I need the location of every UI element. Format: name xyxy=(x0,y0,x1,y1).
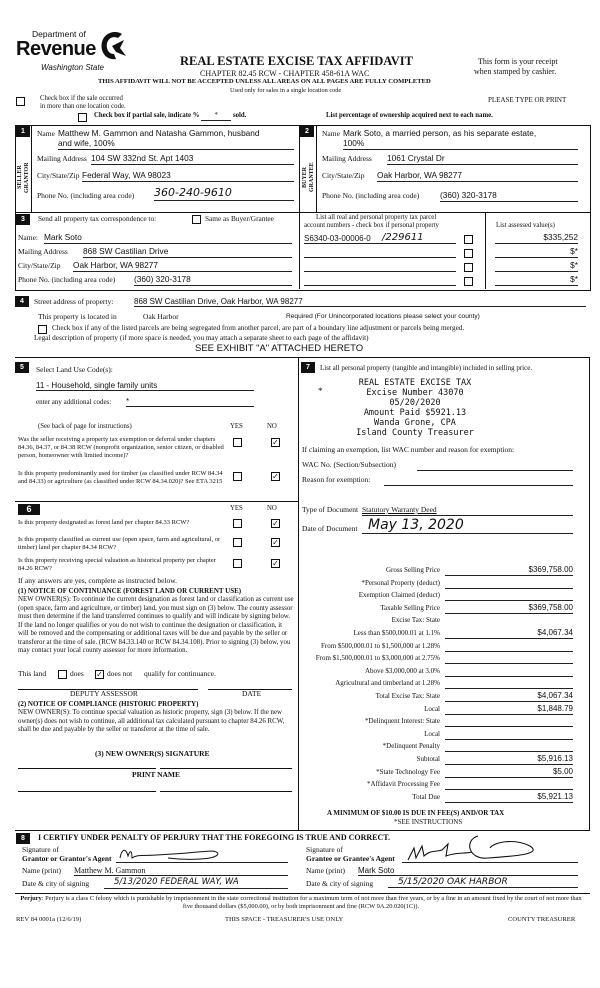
fee-label: *Personal Property (deduct) xyxy=(361,578,440,587)
fee-label: Excise Tax: State xyxy=(391,616,440,625)
same-as-buyer-checkbox[interactable] xyxy=(192,215,201,224)
fee-label: *Delinquent Penalty xyxy=(382,742,440,751)
notice1-text: NEW OWNER(S): To continue the current designation as forest land or classification as current use (open space, farm and agriculture, or timber) land, you must sign on (3) below. The county assessor must then determine if the land transferred continues to qualify and will indicate by signing below. If the land no longer qualifies or you do not wish to continue the designation or classification, it will be removed and the compensating or additional taxes will be due and payable by the seller or transferor at the time of sale. (RCW 84.33.140 or RCW 84.34.108). Prior to signing (3) below, you may contact your local county assessor for more information. xyxy=(18,596,294,654)
form-warning: THIS AFFIDAVIT WILL NOT BE ACCEPTED UNLESS ALL AREAS ON ALL PAGES ARE FULLY COMPLETED xyxy=(98,78,431,85)
seller-city[interactable]: Federal Way, WA 98023 xyxy=(82,171,294,182)
grantor-date-label: Date & city of signing xyxy=(22,879,90,888)
deputy-assessor-label: DEPUTY ASSESSOR xyxy=(70,689,138,698)
q-timber-no[interactable]: ✓ xyxy=(272,472,279,481)
corr-mailing[interactable]: 868 SW Castilian Drive xyxy=(83,247,292,258)
form-chapter: CHAPTER 82.45 RCW - CHAPTER 458-61A WAC xyxy=(200,69,370,78)
land-use-label: Select Land Use Code(s): xyxy=(36,365,113,374)
personal-property-asterisk: * xyxy=(318,386,323,396)
corr-phone-label: Phone No. (including area code) xyxy=(18,275,116,284)
required-note: Required (For Unincorporated locations please select your county) xyxy=(286,313,480,320)
buyer-mailing[interactable]: 1061 Crystal Dr xyxy=(387,154,578,165)
no-header-6: NO xyxy=(267,505,277,512)
wac-input[interactable] xyxy=(417,461,573,471)
buyer-name-label: Name xyxy=(322,129,340,138)
q-forest-text: Is this property designated as forest land per chapter 84.33 RCW? xyxy=(18,519,190,526)
located-value[interactable]: Oak Harbor xyxy=(143,312,179,321)
q-exemption-yes[interactable] xyxy=(233,438,242,447)
street-address[interactable]: 868 SW Castilian Drive, Oak Harbor, WA 98277 xyxy=(134,297,586,307)
fee-value[interactable] xyxy=(445,653,573,664)
personal-property-checkbox-4[interactable] xyxy=(464,277,473,286)
seller-name-label: Name xyxy=(37,129,55,138)
grantor-agent-label: Grantor or Grantor's Agent xyxy=(22,854,112,863)
multi-location-label-1: Check box if the sale occurred xyxy=(40,95,123,102)
logo-dept: Department of xyxy=(32,29,86,39)
parcel-row-1[interactable] xyxy=(304,232,456,244)
corr-name-label: Name: xyxy=(18,233,38,242)
corr-mailing-label: Mailing Address xyxy=(18,247,68,256)
grantor-date-city[interactable]: 5/13/2020 FEDERAL WAY, WA xyxy=(104,878,288,889)
stamp-line: REAL ESTATE EXCISE TAX xyxy=(358,378,472,388)
grantee-date-city[interactable]: 5/15/2020 OAK HARBOR xyxy=(388,877,578,888)
fee-value[interactable] xyxy=(445,779,573,790)
grantee-name[interactable]: Mark Soto xyxy=(358,866,578,876)
q-timber-yes[interactable] xyxy=(233,472,242,481)
fee-label: Local xyxy=(424,729,440,738)
perjury-text: : Perjury is a class C felony which is punishable by imprisonment in the state correctional institution for a maximum term of not more than five years, or by a fine in an amount fixed by the court of not more than five thousand dollars ($5,000.00), or by both imprisonment and fine (RCW 9A.20.020(1C)). xyxy=(41,895,582,911)
fee-label: Exemption Claimed (deduct) xyxy=(358,591,440,600)
section-4-badge: 4 xyxy=(15,296,29,307)
partial-sale-percent[interactable]: * xyxy=(201,112,231,121)
legal-description[interactable]: SEE EXHIBIT "A" ATTACHED HERETO xyxy=(195,343,364,354)
multi-location-checkbox[interactable] xyxy=(16,97,25,106)
located-label: This property is located in xyxy=(38,312,117,321)
q-historic-yes[interactable] xyxy=(233,559,242,568)
fee-value[interactable] xyxy=(445,590,573,601)
stamp-line: 05/20/2020 xyxy=(389,398,441,408)
notice2-text: NEW OWNER(S): To continue special valuation as historic property, sign (3) below. If the new owner(s) does not wish to continue, all additional tax calculated pursuant to chapter 84.26 RCW, shall be due and payable by the seller or transferor at the time of sale. xyxy=(18,709,285,733)
grantee-sig-of: Signature of xyxy=(306,845,343,854)
personal-property-checkbox-3[interactable] xyxy=(464,263,473,272)
fee-value[interactable]: $1,848.79 xyxy=(445,704,573,715)
stamp-line: Wanda Grone, CPA xyxy=(374,418,456,428)
fee-value[interactable]: $5.00 xyxy=(445,767,573,778)
grantee-date-label: Date & city of signing xyxy=(306,879,374,888)
fee-value[interactable]: $4,067.34 xyxy=(445,691,573,702)
logo-name: Revenue xyxy=(16,38,96,60)
fee-label: *Affidavit Processing Fee xyxy=(367,780,440,789)
q-forest-yes[interactable] xyxy=(233,519,242,528)
fee-value[interactable] xyxy=(445,716,573,727)
logo-mark-icon xyxy=(98,30,128,62)
fee-value[interactable]: $5,916.13 xyxy=(445,754,573,765)
fee-label: Agricultural and timberland at 1.28% xyxy=(335,679,440,688)
buyer-phone[interactable]: (360) 320-3178 xyxy=(440,191,578,202)
correspondence-heading: Send all property tax correspondence to: xyxy=(38,214,157,223)
stamp-line: Island County Treasurer xyxy=(356,428,474,438)
seller-city-label: City/State/Zip xyxy=(37,171,80,180)
ownership-note: List percentage of ownership acquired next to each name. xyxy=(326,112,493,119)
personal-property-heading: List all personal property (tangible and intangible) included in selling price. xyxy=(320,364,533,372)
new-owner-signature-title: (3) NEW OWNER(S) SIGNATURE xyxy=(95,749,210,758)
doc-date-label: Date of Document xyxy=(302,524,358,533)
fee-label: Less than $500,000.01 at 1.1% xyxy=(353,629,440,637)
seller-name-1[interactable]: Matthew M. Gammon and Natasha Gammon, husband xyxy=(58,128,260,138)
grantor-signature-scribble xyxy=(116,846,226,862)
assessed-value-1[interactable]: $335,252 xyxy=(495,233,578,244)
reason-label: Reason for exemption: xyxy=(302,475,371,484)
partial-sale-checkbox[interactable] xyxy=(78,113,87,122)
yes-header-6: YES xyxy=(230,505,243,512)
doc-date[interactable]: May 13, 2020 xyxy=(362,517,573,534)
fee-label: Taxable Selling Price xyxy=(380,603,440,612)
parcel-row-4[interactable] xyxy=(304,276,456,286)
q-current-use-no[interactable]: ✓ xyxy=(272,538,279,547)
fee-value[interactable] xyxy=(445,729,573,740)
personal-property-checkbox-2[interactable] xyxy=(464,249,473,258)
does-checkbox[interactable] xyxy=(58,670,67,679)
parcel-handwritten-note: /229611 xyxy=(382,232,424,243)
qualify-label: qualify for continuance. xyxy=(144,669,216,678)
q-current-use-text: Is this property classified as current use (open space, farm and agricultural, or timber) land per chapter 84.34 RCW? xyxy=(18,536,221,551)
grantee-signature[interactable] xyxy=(402,848,578,863)
county-treasurer-label: COUNTY TREASURER xyxy=(508,916,576,923)
receipt-note-2: when stamped by cashier. xyxy=(474,67,557,76)
corr-city[interactable]: Oak Harbor, WA 98277 xyxy=(73,261,292,272)
receipt-note-1: This form is your receipt xyxy=(478,57,558,66)
grantor-signature[interactable] xyxy=(116,848,288,863)
land-use-code[interactable]: 11 - Household, single family units xyxy=(36,381,254,391)
q-historic-no[interactable]: ✓ xyxy=(272,559,279,568)
perjury-label: Perjury xyxy=(20,895,42,902)
no-header: NO xyxy=(267,423,277,430)
buyer-phone-label: Phone No. (including area code) xyxy=(322,191,420,200)
section-1-badge: 1 xyxy=(16,126,30,137)
seller-mailing[interactable]: 104 SW 332nd St. Apt 1403 xyxy=(91,154,294,165)
legal-label: Legal description of property (if more space is needed, you may attach a separate sheet to each page of the affidavit) xyxy=(34,334,369,342)
q-exemption-text: Was the seller receiving a property tax exemption or deferral under chapters 84.36, 84.37, or 84.38 RCW (nonprofit organization, senior citizen, or disabled person, homeowner with limited income)? xyxy=(18,436,224,459)
parcel-row-2[interactable] xyxy=(304,248,456,258)
fee-label: Total Excise Tax: State xyxy=(375,692,440,700)
fee-label: Subtotal xyxy=(416,755,440,763)
street-label: Street address of property: xyxy=(34,297,114,306)
grantee-signature-scribble xyxy=(402,832,552,862)
perjury-notice xyxy=(16,895,586,911)
section-6-badge: 6 xyxy=(18,504,40,515)
reason-input[interactable] xyxy=(384,476,573,486)
treasurer-use-note: THIS SPACE - TREASURER'S USE ONLY xyxy=(225,916,344,923)
buyer-name-2[interactable]: 100% xyxy=(343,139,578,150)
exemption-label: If claiming an exemption, list WAC number and reason for exemption: xyxy=(302,445,515,454)
fee-label: From $500,000.01 to $1,500,000 at 1.28% xyxy=(321,641,440,650)
yes-header: YES xyxy=(230,423,243,430)
fee-label: From $1,500,000.01 to $3,000,000 at 2.75% xyxy=(315,654,440,663)
dor-logo xyxy=(16,30,126,82)
corr-phone[interactable]: (360) 320-3178 xyxy=(134,275,292,286)
stamp-line: Excise Number 43070 xyxy=(366,388,464,398)
seller-grantor-label: SELLER GRANTOR xyxy=(17,162,30,193)
seller-phone-label: Phone No. (including area code) xyxy=(37,191,135,200)
seller-name-2[interactable]: and wife, 100% xyxy=(58,139,294,150)
q-historic-text: Is this property receiving special valuation as historical property per chapter 84.26 RCW? xyxy=(18,557,216,572)
fee-value[interactable] xyxy=(445,741,573,752)
this-land-label: This land xyxy=(18,669,47,678)
partial-sale-pre: Check box if partial sale, indicate % xyxy=(94,112,200,119)
seller-phone[interactable]: 360-240-9610 xyxy=(154,187,294,201)
multi-location-label-2: in more than one location code. xyxy=(40,103,126,110)
section-8-badge: 8 xyxy=(16,833,30,844)
does-not-label: does not xyxy=(107,669,133,678)
form-title: REAL ESTATE EXCISE TAX AFFIDAVIT xyxy=(180,54,413,68)
buyer-name-1[interactable]: Mark Soto, a married person, as his separate estate, xyxy=(343,128,537,138)
additional-codes-label: enter any additional codes: xyxy=(36,398,112,406)
assessed-value-2[interactable]: $* xyxy=(495,247,578,258)
minimum-note: A MINIMUM OF $10.00 IS DUE IN FEE(S) AND/OR TAX xyxy=(327,809,505,817)
fee-value[interactable] xyxy=(445,666,573,677)
assessed-value-4[interactable]: $* xyxy=(495,275,578,286)
segregated-checkbox[interactable] xyxy=(38,325,47,334)
does-not-checkbox[interactable]: ✓ xyxy=(96,670,103,679)
personal-property-checkbox-1[interactable] xyxy=(464,235,473,244)
fee-value[interactable]: $369,758.00 xyxy=(445,603,573,614)
notice1-title: (1) NOTICE OF CONTINUANCE (FOREST LAND OR CURRENT USE) xyxy=(18,587,242,595)
grantor-name[interactable]: Matthew M. Gammon xyxy=(74,866,288,876)
fee-value[interactable] xyxy=(445,678,573,689)
fee-label: Local xyxy=(424,704,440,713)
fee-value[interactable] xyxy=(445,578,573,589)
q-timber-text: Is this property predominantly used for timber (as classified under RCW 84.34 and 84.33) or agriculture (as classified under RCW 84.34.020)? See ETA 3215 xyxy=(18,470,223,485)
fee-value[interactable]: $5,921.13 xyxy=(445,792,573,803)
buyer-mailing-label: Mailing Address xyxy=(322,154,372,163)
please-type-note: PLEASE TYPE OR PRINT xyxy=(488,96,567,104)
fee-label: *State Technology Fee xyxy=(376,767,440,776)
does-label: does xyxy=(70,669,84,678)
corr-city-label: City/State/Zip xyxy=(18,261,61,270)
partial-sale-post: sold. xyxy=(232,112,247,119)
buyer-city-label: City/State/Zip xyxy=(322,171,365,180)
segregated-label: Check box if any of the listed parcels are being segregated from another parcel, are part of a boundary line adjustment or parcels being merged. xyxy=(52,324,465,332)
assessed-value-3[interactable]: $* xyxy=(495,261,578,272)
fee-label: Gross Selling Price xyxy=(385,566,440,574)
additional-codes[interactable]: * xyxy=(126,397,254,407)
fee-label: *Delinquent Interest: State xyxy=(364,717,440,726)
see-instructions-note: *SEE INSTRUCTIONS xyxy=(394,818,463,826)
grantor-name-label: Name (print) xyxy=(22,866,61,875)
parcel-heading-1: List all real and personal property tax parcel xyxy=(316,214,437,221)
doc-type-label: Type of Document xyxy=(302,505,359,514)
certify-heading: I CERTIFY UNDER PENALTY OF PERJURY THAT THE FOREGOING IS TRUE AND CORRECT. xyxy=(38,833,391,842)
assessed-heading: List assessed value(s) xyxy=(496,222,555,229)
parcel-heading-2: account numbers - check box if personal property xyxy=(304,222,439,229)
corr-name[interactable]: Mark Soto xyxy=(44,233,292,244)
treasurer-stamp xyxy=(330,378,500,438)
partial-sale-label xyxy=(94,112,246,121)
fee-value[interactable]: $4,067.34 xyxy=(445,628,573,639)
section-2-badge: 2 xyxy=(300,126,314,137)
q-exemption-no[interactable]: ✓ xyxy=(272,438,279,447)
grantor-sig-of: Signature of xyxy=(22,845,59,854)
date-label: DATE xyxy=(242,689,262,698)
if-yes-note: If any answers are yes, complete as instructed below. xyxy=(18,576,178,585)
wac-label: WAC No. (Section/Subsection) xyxy=(302,460,396,469)
seller-mailing-label: Mailing Address xyxy=(37,154,87,163)
form-id: REV 84 0001a (12/6/19) xyxy=(16,916,82,923)
stamp-line: Amount Paid $5921.13 xyxy=(363,408,467,418)
fee-value[interactable]: $369,758.00 xyxy=(445,565,573,576)
instructions-note: (See back of page for instructions) xyxy=(38,423,132,430)
section-5-badge: 5 xyxy=(15,362,29,373)
buyer-grantee-label: BUYER GRANTEE xyxy=(302,162,315,193)
parcel-row-3[interactable] xyxy=(304,262,456,272)
section-3-badge: 3 xyxy=(16,214,30,225)
fee-value[interactable] xyxy=(445,641,573,652)
buyer-city[interactable]: Oak Harbor, WA 98277 xyxy=(377,171,578,182)
q-current-use-yes[interactable] xyxy=(233,538,242,547)
logo-state: Washington State xyxy=(41,63,105,72)
used-only-note: Used only for sales in a single location code xyxy=(230,87,342,94)
section-7-badge: 7 xyxy=(301,362,315,373)
fee-label: Above $3,000,000 at 3.0% xyxy=(364,666,440,675)
parcel-number-1: S6340-03-00006-0 xyxy=(304,234,371,243)
same-as-buyer-label: Same as Buyer/Grantee xyxy=(205,214,274,223)
grantee-agent-label: Grantee or Grantee's Agent xyxy=(306,854,395,863)
print-name-label: PRINT NAME xyxy=(132,770,180,779)
fee-label: Total Due xyxy=(412,792,440,801)
q-forest-no[interactable]: ✓ xyxy=(272,519,279,528)
notice2-title: (2) NOTICE OF COMPLIANCE (HISTORIC PROPERTY) xyxy=(18,700,199,708)
grantee-name-label: Name (print) xyxy=(306,866,345,875)
doc-type[interactable]: Statutory Warranty Deed xyxy=(362,506,573,516)
